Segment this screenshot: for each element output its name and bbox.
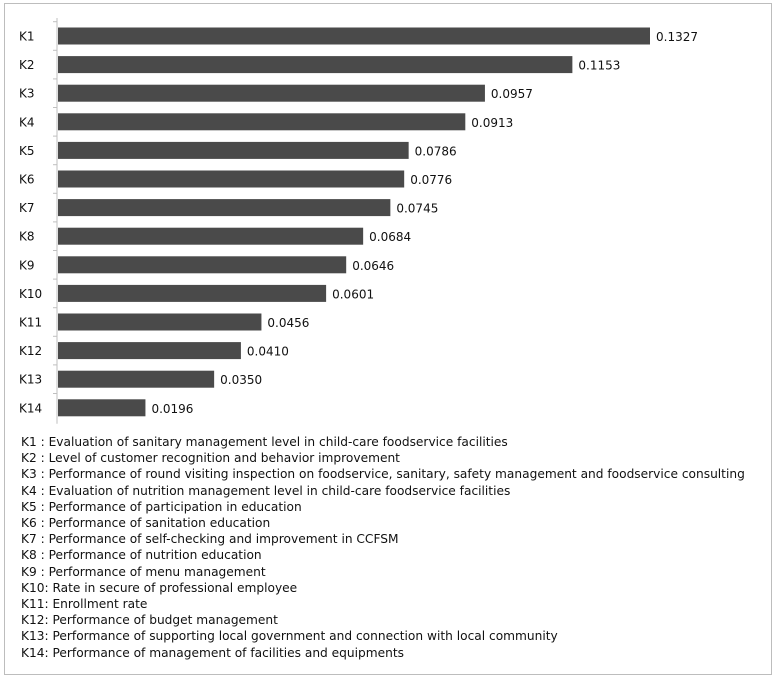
value-label: 0.0456 <box>267 316 310 330</box>
category-label: K1 <box>19 29 35 44</box>
category-label: K11 <box>19 315 43 330</box>
bar-k8 <box>58 228 363 245</box>
category-label: K4 <box>19 115 35 130</box>
category-label: K2 <box>19 58 35 73</box>
legend-entry: K13: Performance of supporting local government and connection with local community <box>21 629 558 644</box>
value-label: 0.1153 <box>578 58 621 73</box>
legend-entry: K6 : Performance of sanitation education <box>21 516 271 531</box>
value-label: 0.1327 <box>656 30 698 44</box>
category-label: K14 <box>19 401 43 416</box>
category-label: K5 <box>19 143 35 158</box>
category-label: K10 <box>19 286 43 301</box>
value-label: 0.0646 <box>352 258 395 273</box>
legend-entry: K9 : Performance of menu management <box>21 564 266 579</box>
bar-k11 <box>58 314 261 331</box>
legend-entry: K1 : Evaluation of sanitary management level in child-care foodservice facilities <box>21 435 508 449</box>
category-label: K13 <box>19 372 43 387</box>
legend-entry: K5 : Performance of participation in education <box>21 499 302 514</box>
bar-k9 <box>58 256 346 273</box>
indicator-legend <box>21 434 771 661</box>
value-label: 0.0957 <box>490 87 533 102</box>
value-label: 0.0350 <box>220 373 263 388</box>
bar-k12 <box>58 342 241 359</box>
legend-entry: K14: Performance of management of facilities and equipments <box>21 645 404 660</box>
value-label: 0.0601 <box>332 287 375 302</box>
value-label: 0.0196 <box>151 401 194 416</box>
bar-k13 <box>58 371 214 388</box>
bar-k14 <box>58 399 145 416</box>
legend-entry: K2 : Level of customer recognition and behavior improvement <box>21 451 400 466</box>
legend-entry: K7 : Performance of self-checking and improvement in CCFSM <box>21 532 399 547</box>
category-label: K3 <box>19 86 35 101</box>
category-label: K12 <box>19 344 43 359</box>
legend-entry: K11: Enrollment rate <box>21 597 148 612</box>
value-label: 0.0776 <box>410 173 453 187</box>
bar-k2 <box>58 56 572 73</box>
bar-k3 <box>58 85 485 102</box>
bar-k10 <box>58 285 326 302</box>
value-label: 0.0410 <box>246 344 289 359</box>
legend-entry: K3 : Performance of round visiting inspection on foodservice, sanitary, safety management and foodservice consulting <box>21 467 745 482</box>
legend-entry: K4 : Evaluation of nutrition management level in child-care foodservice facilities <box>21 483 511 498</box>
legend-entry: K10: Rate in secure of professional employee <box>21 580 298 595</box>
value-label: 0.0786 <box>414 144 457 159</box>
bar-chart <box>5 4 771 429</box>
value-label: 0.0745 <box>396 201 439 216</box>
category-label: K6 <box>19 172 35 187</box>
bar-k5 <box>58 142 409 159</box>
legend-entry: K12: Performance of budget management <box>21 613 278 628</box>
bar-k7 <box>58 199 390 216</box>
figure-frame <box>4 3 772 675</box>
legend-entry: K8 : Performance of nutrition education <box>21 548 262 563</box>
bar-k4 <box>58 113 465 130</box>
bar-k1 <box>58 28 650 45</box>
value-label: 0.0684 <box>369 230 412 245</box>
category-label: K7 <box>19 201 35 216</box>
category-label: K9 <box>19 258 35 273</box>
value-label: 0.0913 <box>471 115 514 130</box>
bar-k6 <box>58 171 404 188</box>
category-label: K8 <box>19 229 35 244</box>
